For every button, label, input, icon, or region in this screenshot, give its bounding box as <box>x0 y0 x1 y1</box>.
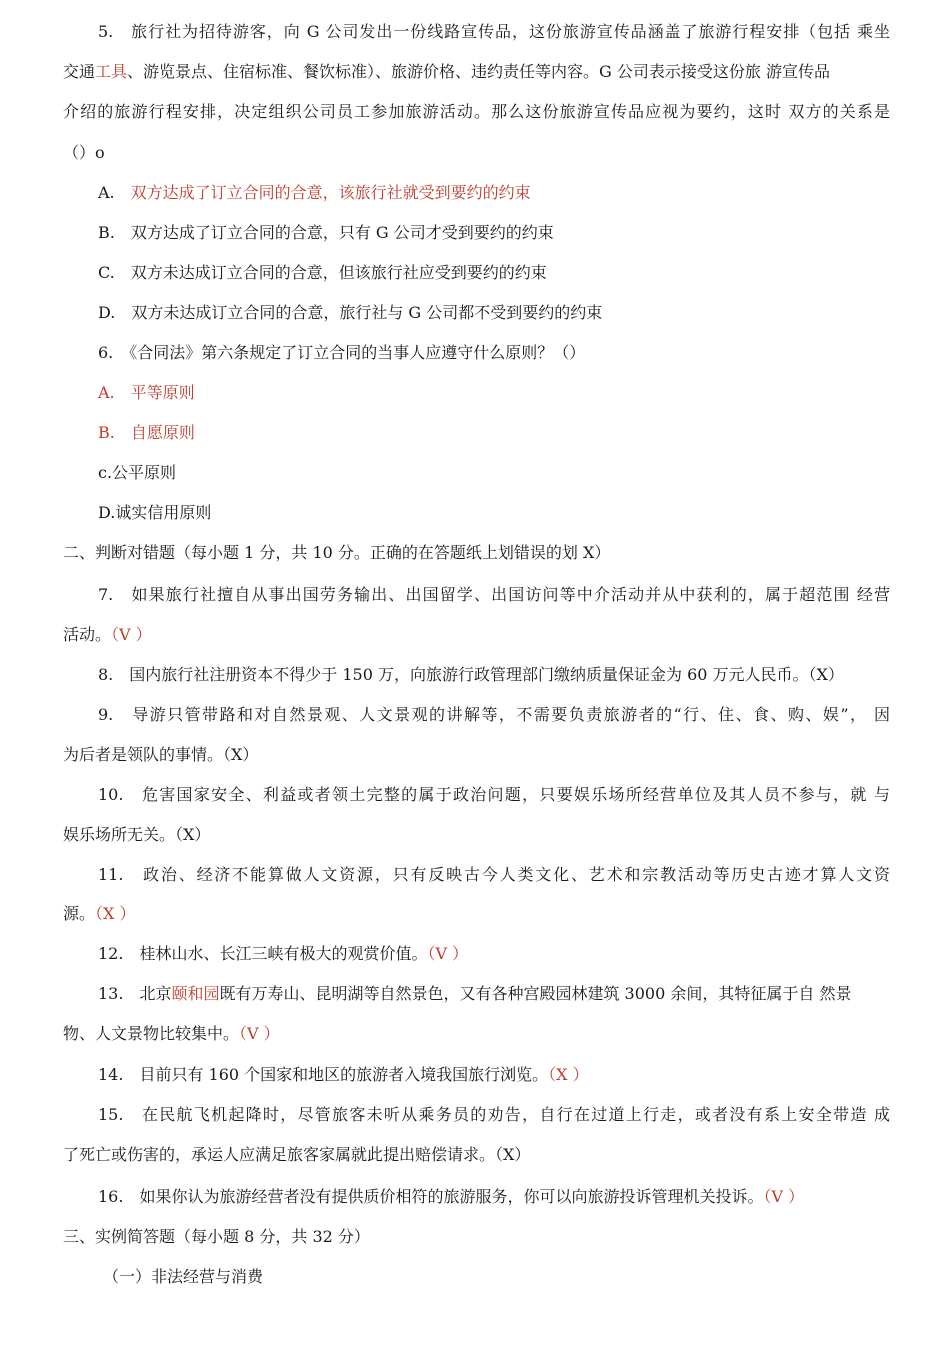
q13-line-2: 物、人文景物比较集中。（V ） <box>63 1024 280 1043</box>
q5-answer-a: 双方达成了订立合同的合意，该旅行社就受到要约的约束 <box>130 183 531 202</box>
q12-answer-mark: （V ） <box>427 944 469 963</box>
highlighted-place-name: 颐和园 <box>171 984 220 1003</box>
q11-line-1: 11. 政治、经济不能算做人文资源，只有反映古今人类文化、艺术和宗教活动等历史古迹才算人文资 <box>98 865 890 884</box>
q7-answer-mark: （V ） <box>111 625 152 644</box>
q7-line-1: 7. 如果旅行社擅自从事出国劳务输出、出国留学、出国访问等中介活动并从中获利的，属于超范围 经营 <box>98 585 890 604</box>
q8-answer-mark: （X） <box>808 665 844 684</box>
q5-line-4: （）o <box>63 143 105 162</box>
q10-line-1: 10. 危害国家安全、利益或者领土完整的属于政治问题，只要娱乐场所经营单位及其人员不参与，就 与 <box>98 785 890 804</box>
q5-option-b: B. 双方达成了订立合同的合意，只有 G 公司才受到要约的约束 <box>98 223 554 242</box>
q6-option-d: D.诚实信用原则 <box>98 503 212 522</box>
q5-line-1: 5. 旅行社为招待游客，向 G 公司发出一份线路宣传品，这份旅游宣传品涵盖了旅游行程安排（包括 乘坐 <box>98 22 890 41</box>
q13-line-1: 13. 北京颐和园既有万寿山、昆明湖等自然景色，又有各种宫殿园林建筑 3000 余间，其特征属于自 然景 <box>98 984 852 1003</box>
q6-option-c: c.公平原则 <box>98 463 177 482</box>
q13-answer-mark: （V ） <box>239 1024 280 1043</box>
q8-line: 8. 国内旅行社注册资本不得少于 150 万，向旅游行政管理部门缴纳质量保证金为 60 万元人民币。（X） <box>98 665 844 684</box>
q11-answer-mark: （X ） <box>95 904 136 923</box>
q6-stem: 6. 《合同法》第六条规定了订立合同的当事人应遵守什么原则？（） <box>98 343 586 362</box>
q5-option-a: A. 双方达成了订立合同的合意，该旅行社就受到要约的约束 <box>98 183 531 202</box>
q9-line-2: 为后者是领队的事情。（X） <box>63 745 259 764</box>
q14-answer-mark: （X ） <box>548 1065 589 1084</box>
highlighted-word: 工具 <box>95 62 128 81</box>
q14-line: 14. 目前只有 160 个国家和地区的旅游者入境我国旅行浏览。（X ） <box>98 1065 589 1084</box>
q5-line-2: 交通工具、游览景点、住宿标准、餐饮标准）、旅游价格、违约责任等内容。G 公司表示接受这份旅 游宣传品 <box>63 62 830 81</box>
q15-line-2: 了死亡或伤害的，承运人应满足旅客家属就此提出赔偿请求。（X） <box>63 1145 531 1164</box>
q16-line: 16. 如果你认为旅游经营者没有提供质价相符的旅游服务，你可以向旅游投诉管理机关投诉。（V ） <box>98 1187 805 1206</box>
q7-line-2: 活动。（V ） <box>63 625 152 644</box>
q10-line-2: 娱乐场所无关。（X） <box>63 825 211 844</box>
q9-line-1: 9. 导游只管带路和对自然景观、人文景观的讲解等，不需要负责旅游者的“行、住、食、购、娱”， 因 <box>98 705 890 724</box>
q6-option-a: A. 平等原则 <box>98 383 195 402</box>
q5-option-c: C. 双方未达成订立合同的合意，但该旅行社应受到要约的约束 <box>98 263 547 282</box>
q16-answer-mark: （V ） <box>763 1187 805 1206</box>
section-2-heading: 二、判断对错题（每小题 1 分，共 10 分。正确的在答题纸上划错误的划 X） <box>63 543 611 562</box>
q6-option-b: B. 自愿原则 <box>98 423 195 442</box>
section-3-subheading: （一）非法经营与消费 <box>103 1267 264 1286</box>
section-3-heading: 三、实例简答题（每小题 8 分，共 32 分） <box>63 1227 370 1246</box>
q5-line-3: 介绍的旅游行程安排，决定组织公司员工参加旅游活动。那么这份旅游宣传品应视为要约，这时 双方的关系是 <box>63 102 890 121</box>
q5-option-d: D. 双方未达成订立合同的合意，旅行社与 G 公司都不受到要约的约束 <box>98 303 603 322</box>
q15-line-1: 15. 在民航飞机起降时，尽管旅客未听从乘务员的劝告，自行在过道上行走，或者没有系上安全带造 成 <box>98 1105 890 1124</box>
q12-line: 12. 桂林山水、长江三峡有极大的观赏价值。（V ） <box>98 944 469 963</box>
q11-line-2: 源。（X ） <box>63 904 136 923</box>
